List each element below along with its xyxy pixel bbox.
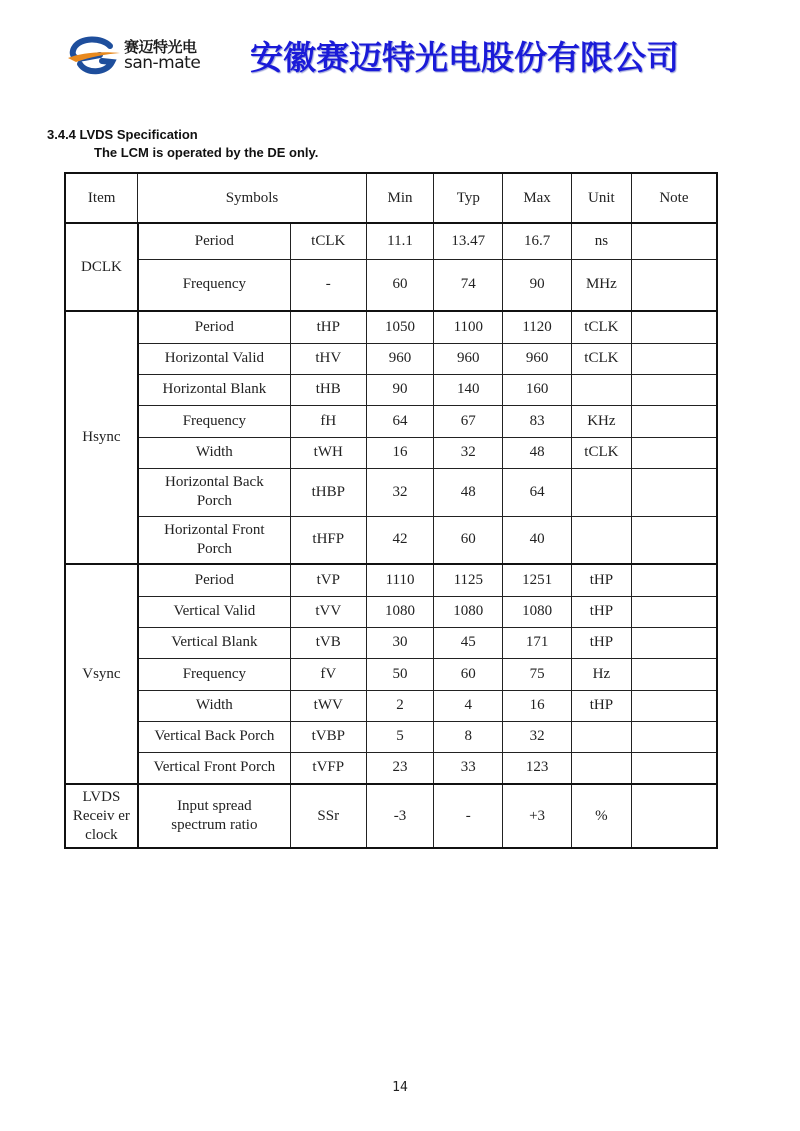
cell-symbol: tWH: [290, 437, 366, 468]
cell-unit: KHz: [571, 405, 631, 437]
group-item-cell: LVDS Receiv er clock: [65, 784, 138, 848]
cell-unit: tHP: [571, 596, 631, 627]
cell-unit: ns: [571, 223, 631, 259]
cell-note: [631, 437, 717, 468]
logo-chinese-text: 赛迈特光电: [124, 38, 197, 56]
table-row: [65, 259, 717, 311]
cell-symbol: tVFP: [290, 752, 366, 784]
cell-note: [631, 223, 717, 259]
group-item-cell: Vsync: [65, 564, 138, 784]
cell-min: 23: [366, 752, 434, 784]
cell-max: 48: [503, 437, 572, 468]
cell-symbol: tVP: [290, 564, 366, 596]
cell-typ: 1080: [434, 596, 503, 627]
cell-min: 960: [366, 343, 434, 374]
cell-max: 40: [503, 516, 572, 564]
table-row: [65, 690, 717, 721]
group-item-cell: Hsync: [65, 311, 138, 564]
cell-unit: MHz: [571, 259, 631, 311]
cell-typ: 60: [434, 516, 503, 564]
cell-min: -3: [366, 784, 434, 848]
logo-english-text: san-mate: [124, 53, 201, 73]
table-row: [65, 752, 717, 784]
cell-max: 171: [503, 627, 572, 658]
cell-min: 90: [366, 374, 434, 405]
cell-max: 1080: [503, 596, 572, 627]
cell-min: 1080: [366, 596, 434, 627]
cell-typ: 60: [434, 658, 503, 690]
page-header: [0, 0, 800, 100]
cell-max: 160: [503, 374, 572, 405]
cell-symbol: tCLK: [290, 223, 366, 259]
cell-name: Horizontal Front Porch: [138, 516, 291, 564]
cell-max: 32: [503, 721, 572, 752]
cell-min: 60: [366, 259, 434, 311]
cell-symbol: tHP: [290, 311, 366, 343]
cell-min: 42: [366, 516, 434, 564]
cell-unit: [571, 752, 631, 784]
cell-symbol: tVB: [290, 627, 366, 658]
table-row: [65, 223, 717, 259]
cell-symbol: SSr: [290, 784, 366, 848]
section-title: 3.4.4 LVDS Specification: [47, 127, 198, 142]
cell-typ: 4: [434, 690, 503, 721]
cell-name: Input spread spectrum ratio: [138, 784, 291, 848]
header-typ: Typ: [434, 173, 503, 223]
cell-unit: [571, 516, 631, 564]
cell-max: 16.7: [503, 223, 572, 259]
cell-unit: [571, 721, 631, 752]
cell-note: [631, 564, 717, 596]
cell-typ: 13.47: [434, 223, 503, 259]
cell-note: [631, 468, 717, 516]
cell-name: Period: [138, 564, 291, 596]
cell-max: 64: [503, 468, 572, 516]
cell-typ: -: [434, 784, 503, 848]
cell-symbol: -: [290, 259, 366, 311]
cell-note: [631, 658, 717, 690]
table-row: [65, 374, 717, 405]
table-row: [65, 343, 717, 374]
cell-min: 5: [366, 721, 434, 752]
cell-symbol: tWV: [290, 690, 366, 721]
san-mate-logo-icon: [66, 36, 122, 76]
cell-typ: 8: [434, 721, 503, 752]
table-row: [65, 516, 717, 564]
section-subtitle: The LCM is operated by the DE only.: [94, 145, 319, 160]
cell-typ: 48: [434, 468, 503, 516]
table-row: [65, 627, 717, 658]
table-row: [65, 311, 717, 343]
cell-unit: tHP: [571, 627, 631, 658]
header-symbols: Symbols: [138, 173, 366, 223]
cell-unit: Hz: [571, 658, 631, 690]
cell-max: 960: [503, 343, 572, 374]
cell-max: 123: [503, 752, 572, 784]
cell-note: [631, 752, 717, 784]
cell-min: 1110: [366, 564, 434, 596]
cell-name: Width: [138, 690, 291, 721]
cell-symbol: fH: [290, 405, 366, 437]
cell-unit: tCLK: [571, 437, 631, 468]
cell-note: [631, 596, 717, 627]
header-unit: Unit: [571, 173, 631, 223]
cell-typ: 1100: [434, 311, 503, 343]
cell-symbol: tHFP: [290, 516, 366, 564]
header-item: Item: [65, 173, 138, 223]
cell-max: 75: [503, 658, 572, 690]
cell-symbol: tVBP: [290, 721, 366, 752]
cell-typ: 32: [434, 437, 503, 468]
cell-max: 16: [503, 690, 572, 721]
company-name: 安徽赛迈特光电股份有限公司: [250, 38, 679, 77]
cell-unit: %: [571, 784, 631, 848]
cell-typ: 67: [434, 405, 503, 437]
cell-symbol: fV: [290, 658, 366, 690]
table-row: [65, 437, 717, 468]
cell-note: [631, 374, 717, 405]
cell-symbol: tVV: [290, 596, 366, 627]
group-item-cell: DCLK: [65, 223, 138, 311]
cell-min: 30: [366, 627, 434, 658]
cell-name: Period: [138, 223, 291, 259]
header-max: Max: [503, 173, 572, 223]
table-row: [65, 784, 717, 848]
cell-max: +3: [503, 784, 572, 848]
table-row: [65, 405, 717, 437]
lvds-spec-table: [64, 172, 718, 849]
cell-name: Vertical Blank: [138, 627, 291, 658]
cell-symbol: tHV: [290, 343, 366, 374]
cell-name: Vertical Back Porch: [138, 721, 291, 752]
cell-min: 50: [366, 658, 434, 690]
cell-note: [631, 627, 717, 658]
cell-max: 1120: [503, 311, 572, 343]
company-logo: [66, 34, 216, 78]
cell-name: Frequency: [138, 658, 291, 690]
cell-unit: [571, 468, 631, 516]
cell-name: Frequency: [138, 405, 291, 437]
cell-note: [631, 690, 717, 721]
cell-typ: 1125: [434, 564, 503, 596]
cell-name: Horizontal Back Porch: [138, 468, 291, 516]
cell-typ: 33: [434, 752, 503, 784]
cell-note: [631, 259, 717, 311]
cell-min: 2: [366, 690, 434, 721]
cell-note: [631, 784, 717, 848]
cell-min: 32: [366, 468, 434, 516]
cell-min: 16: [366, 437, 434, 468]
cell-unit: tHP: [571, 564, 631, 596]
cell-name: Vertical Valid: [138, 596, 291, 627]
cell-unit: tCLK: [571, 343, 631, 374]
cell-typ: 140: [434, 374, 503, 405]
header-min: Min: [366, 173, 434, 223]
cell-note: [631, 405, 717, 437]
table-row: [65, 564, 717, 596]
cell-name: Period: [138, 311, 291, 343]
cell-note: [631, 721, 717, 752]
cell-symbol: tHB: [290, 374, 366, 405]
cell-unit: tCLK: [571, 311, 631, 343]
cell-max: 83: [503, 405, 572, 437]
table-header-row: [65, 173, 717, 223]
cell-unit: tHP: [571, 690, 631, 721]
cell-min: 11.1: [366, 223, 434, 259]
cell-note: [631, 516, 717, 564]
cell-typ: 960: [434, 343, 503, 374]
cell-max: 1251: [503, 564, 572, 596]
cell-name: Frequency: [138, 259, 291, 311]
cell-max: 90: [503, 259, 572, 311]
header-note: Note: [631, 173, 717, 223]
table-row: [65, 721, 717, 752]
cell-name: Horizontal Blank: [138, 374, 291, 405]
cell-typ: 74: [434, 259, 503, 311]
cell-name: Horizontal Valid: [138, 343, 291, 374]
cell-note: [631, 311, 717, 343]
cell-unit: [571, 374, 631, 405]
cell-note: [631, 343, 717, 374]
table-row: [65, 468, 717, 516]
table-row: [65, 596, 717, 627]
cell-min: 1050: [366, 311, 434, 343]
cell-name: Width: [138, 437, 291, 468]
table-row: [65, 658, 717, 690]
cell-typ: 45: [434, 627, 503, 658]
page-number: 14: [392, 1080, 408, 1095]
cell-name: Vertical Front Porch: [138, 752, 291, 784]
cell-min: 64: [366, 405, 434, 437]
cell-symbol: tHBP: [290, 468, 366, 516]
